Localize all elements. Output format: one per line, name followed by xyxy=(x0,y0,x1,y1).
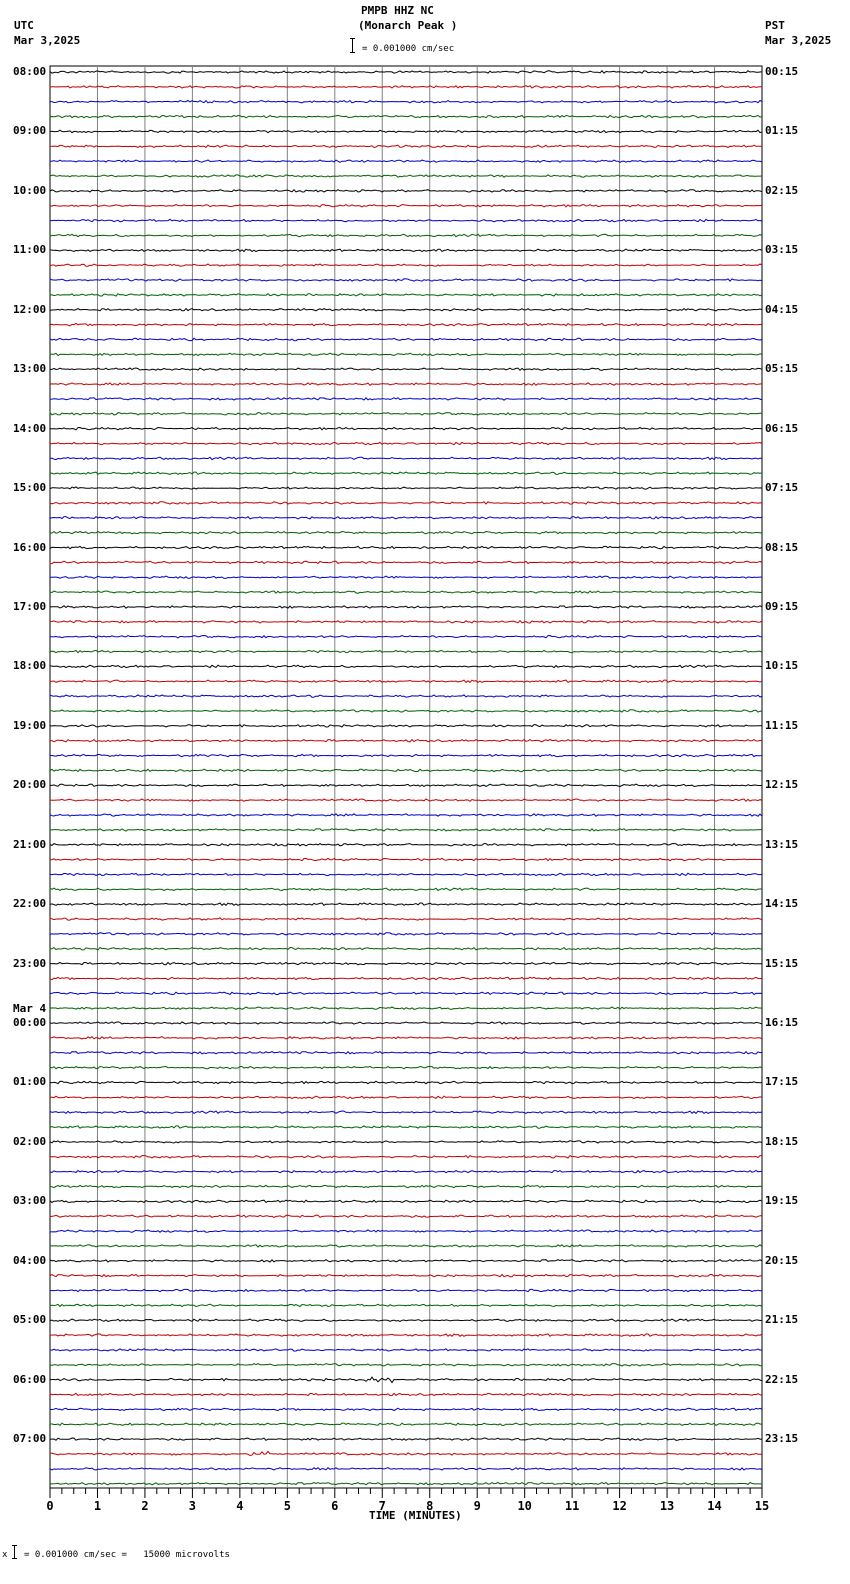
pst-hour-label: 07:15 xyxy=(765,481,799,495)
seismic-trace xyxy=(50,546,762,548)
pst-hour-label: 08:15 xyxy=(765,540,799,554)
left-timezone: UTC xyxy=(14,19,34,32)
x-tick-label: 10 xyxy=(517,1499,532,1513)
x-tick-label: 9 xyxy=(473,1499,481,1513)
x-tick-label: 6 xyxy=(331,1499,339,1513)
seismic-trace xyxy=(50,962,762,964)
seismic-trace xyxy=(50,1215,762,1217)
utc-hour-label: 07:00 xyxy=(13,1432,47,1446)
seismic-trace xyxy=(50,1260,762,1262)
pst-hour-label: 01:15 xyxy=(765,124,799,138)
seismic-trace xyxy=(50,457,762,459)
left-date: Mar 3,2025 xyxy=(14,34,81,47)
pst-hour-label: 16:15 xyxy=(765,1016,799,1030)
seismic-trace xyxy=(50,1468,762,1470)
pst-hour-label: 15:15 xyxy=(765,956,799,970)
seismic-trace xyxy=(50,740,762,742)
utc-hour-label: 10:00 xyxy=(13,183,47,197)
seismic-trace xyxy=(50,1483,762,1485)
utc-hour-label: 17:00 xyxy=(13,599,47,613)
seismic-trace xyxy=(50,844,762,846)
seismic-trace xyxy=(50,472,762,474)
seismic-trace xyxy=(50,279,762,281)
seismic-trace xyxy=(50,1319,762,1321)
utc-hour-label: 13:00 xyxy=(13,362,47,376)
utc-hour-label: 03:00 xyxy=(13,1194,47,1208)
pst-hour-label: 13:15 xyxy=(765,837,799,851)
x-tick-label: 3 xyxy=(188,1499,197,1513)
seismic-trace xyxy=(50,1081,762,1083)
seismic-trace xyxy=(50,219,762,221)
seismic-trace xyxy=(50,680,762,682)
seismic-trace xyxy=(50,814,762,816)
seismic-trace xyxy=(50,1126,762,1128)
seismic-trace xyxy=(50,1304,762,1306)
pst-hour-label: 17:15 xyxy=(765,1075,799,1089)
seismic-trace xyxy=(50,799,762,801)
scale-text: = 0.001000 cm/sec xyxy=(362,44,455,54)
pst-hour-label: 05:15 xyxy=(765,362,799,376)
seismic-trace xyxy=(50,487,762,489)
seismic-trace xyxy=(50,1245,762,1247)
seismic-trace xyxy=(50,115,762,117)
utc-hour-label: 01:00 xyxy=(13,1075,47,1089)
x-tick-label: 15 xyxy=(754,1499,770,1513)
seismic-trace xyxy=(50,918,762,920)
utc-hour-label: 12:00 xyxy=(13,302,47,316)
date-change-label: Mar 4 xyxy=(13,1002,47,1015)
pst-hour-label: 20:15 xyxy=(765,1253,799,1267)
seismic-trace xyxy=(50,1171,762,1173)
seismic-trace xyxy=(50,190,762,192)
seismic-trace xyxy=(50,160,762,162)
seismic-trace xyxy=(50,695,762,697)
utc-hour-label: 18:00 xyxy=(13,659,47,673)
utc-hour-label: 14:00 xyxy=(13,421,47,435)
right-timezone: PST xyxy=(765,19,785,32)
seismic-trace xyxy=(50,650,762,652)
seismic-trace xyxy=(50,1037,762,1039)
seismic-trace xyxy=(50,1451,762,1455)
seismic-trace xyxy=(50,1275,762,1277)
x-tick-label: 13 xyxy=(659,1499,675,1513)
pst-hour-label: 12:15 xyxy=(765,778,799,792)
footer-scale-bar-cap-bottom xyxy=(12,1558,17,1559)
seismic-trace xyxy=(50,784,762,786)
seismic-trace xyxy=(50,383,762,385)
seismic-trace xyxy=(50,665,762,667)
seismic-trace xyxy=(50,1364,762,1366)
x-tick-label: 5 xyxy=(283,1499,291,1513)
x-tick-label: 1 xyxy=(93,1499,102,1513)
seismic-trace xyxy=(50,175,762,177)
pst-hour-label: 10:15 xyxy=(765,659,799,673)
seismic-trace xyxy=(50,205,762,207)
seismic-trace xyxy=(50,1185,762,1187)
utc-hour-label: 11:00 xyxy=(13,243,47,257)
utc-hour-label: 15:00 xyxy=(13,481,47,495)
seismic-trace xyxy=(50,873,762,875)
pst-hour-label: 14:15 xyxy=(765,897,799,911)
seismic-trace xyxy=(50,903,762,905)
utc-hour-label: 04:00 xyxy=(13,1253,47,1267)
seismic-trace xyxy=(50,1393,762,1395)
seismic-trace xyxy=(50,725,762,727)
seismic-trace xyxy=(50,428,762,430)
seismic-trace xyxy=(50,636,762,638)
seismic-trace xyxy=(50,888,762,890)
seismic-trace xyxy=(50,264,762,266)
seismic-trace xyxy=(50,1408,762,1410)
station-title: PMPB HHZ NC xyxy=(361,4,434,17)
x-tick-label: 2 xyxy=(141,1499,149,1513)
seismic-trace xyxy=(50,992,762,994)
utc-hour-label: 00:00 xyxy=(13,1016,47,1030)
utc-hour-label: 20:00 xyxy=(13,778,47,792)
pst-hour-label: 06:15 xyxy=(765,421,799,435)
seismic-trace xyxy=(50,1141,762,1143)
pst-hour-label: 19:15 xyxy=(765,1194,799,1208)
seismic-trace xyxy=(50,591,762,593)
seismic-trace xyxy=(50,398,762,400)
x-tick-label: 0 xyxy=(46,1499,54,1513)
seismic-trace xyxy=(50,294,762,296)
utc-hour-label: 23:00 xyxy=(13,956,47,970)
utc-hour-label: 05:00 xyxy=(13,1313,47,1327)
x-tick-label: 7 xyxy=(378,1499,386,1513)
seismic-trace xyxy=(50,858,762,860)
seismic-trace xyxy=(50,71,762,73)
seismic-trace xyxy=(50,413,762,415)
seismic-trace xyxy=(50,948,762,950)
seismic-trace xyxy=(50,502,762,504)
seismic-trace xyxy=(50,368,762,370)
seismic-trace xyxy=(50,145,762,147)
pst-hour-label: 22:15 xyxy=(765,1372,799,1386)
utc-hour-label: 06:00 xyxy=(13,1372,47,1386)
seismic-trace xyxy=(50,532,762,534)
footer-scale-text: = 0.001000 cm/sec = 15000 microvolts xyxy=(24,1550,230,1560)
seismic-trace xyxy=(50,710,762,712)
station-location: (Monarch Peak ) xyxy=(358,19,458,32)
seismic-trace xyxy=(50,933,762,935)
x-tick-label: 12 xyxy=(612,1499,627,1513)
seismic-trace xyxy=(50,1349,762,1351)
utc-hour-label: 21:00 xyxy=(13,837,47,851)
seismic-trace xyxy=(50,353,762,355)
seismic-trace xyxy=(50,1230,762,1232)
utc-hour-label: 08:00 xyxy=(13,65,47,78)
seismic-trace xyxy=(50,576,762,578)
right-date: Mar 3,2025 xyxy=(765,34,832,47)
seismic-trace xyxy=(50,101,762,103)
seismic-trace xyxy=(50,309,762,311)
pst-hour-label: 23:15 xyxy=(765,1432,799,1446)
pst-hour-label: 03:15 xyxy=(765,243,799,257)
seismic-trace xyxy=(50,1111,762,1113)
seismic-trace xyxy=(50,130,762,132)
utc-hour-label: 22:00 xyxy=(13,897,47,911)
seismic-trace xyxy=(50,442,762,444)
pst-hour-label: 18:15 xyxy=(765,1134,799,1148)
seismic-trace xyxy=(50,1096,762,1098)
seismic-trace xyxy=(50,1377,762,1383)
x-axis-label: TIME (MINUTES) xyxy=(369,1509,462,1522)
seismic-trace xyxy=(50,338,762,340)
seismic-trace xyxy=(50,769,762,771)
seismic-trace xyxy=(50,1289,762,1291)
seismic-trace xyxy=(50,1334,762,1336)
pst-hour-label: 21:15 xyxy=(765,1313,799,1327)
utc-hour-label: 19:00 xyxy=(13,718,47,732)
seismic-trace xyxy=(50,754,762,756)
x-tick-label: 14 xyxy=(707,1499,722,1513)
seismic-trace xyxy=(50,517,762,519)
pst-hour-label: 04:15 xyxy=(765,302,799,316)
seismic-trace xyxy=(50,1438,762,1440)
seismic-trace xyxy=(50,249,762,251)
seismic-trace xyxy=(50,1200,762,1202)
x-tick-label: 4 xyxy=(236,1499,244,1513)
pst-hour-label: 11:15 xyxy=(765,718,799,732)
seismic-trace xyxy=(50,234,762,236)
seismic-trace xyxy=(50,1052,762,1054)
seismic-trace xyxy=(50,86,762,88)
seismic-trace xyxy=(50,621,762,623)
utc-hour-label: 16:00 xyxy=(13,540,47,554)
utc-hour-label: 02:00 xyxy=(13,1134,47,1148)
seismic-trace xyxy=(50,561,762,563)
footer-scale-bar-cap-top xyxy=(12,1545,17,1546)
utc-hour-label: 09:00 xyxy=(13,124,47,138)
footer-marker: x xyxy=(2,1550,8,1560)
pst-hour-label: 02:15 xyxy=(765,183,799,197)
seismic-trace xyxy=(50,1022,762,1024)
seismic-trace xyxy=(50,1066,762,1068)
seismic-trace xyxy=(50,977,762,979)
seismic-trace xyxy=(50,1423,762,1425)
seismic-trace xyxy=(50,1007,762,1009)
seismic-trace xyxy=(50,323,762,325)
footer-scale-bar-icon xyxy=(14,1545,15,1559)
pst-hour-label: 00:15 xyxy=(765,65,799,78)
seismic-trace xyxy=(50,1156,762,1158)
seismic-trace xyxy=(50,606,762,608)
seismic-trace xyxy=(50,829,762,831)
pst-hour-label: 09:15 xyxy=(765,599,799,613)
x-tick-label: 11 xyxy=(564,1499,580,1513)
x-tick-label: 8 xyxy=(426,1499,434,1513)
